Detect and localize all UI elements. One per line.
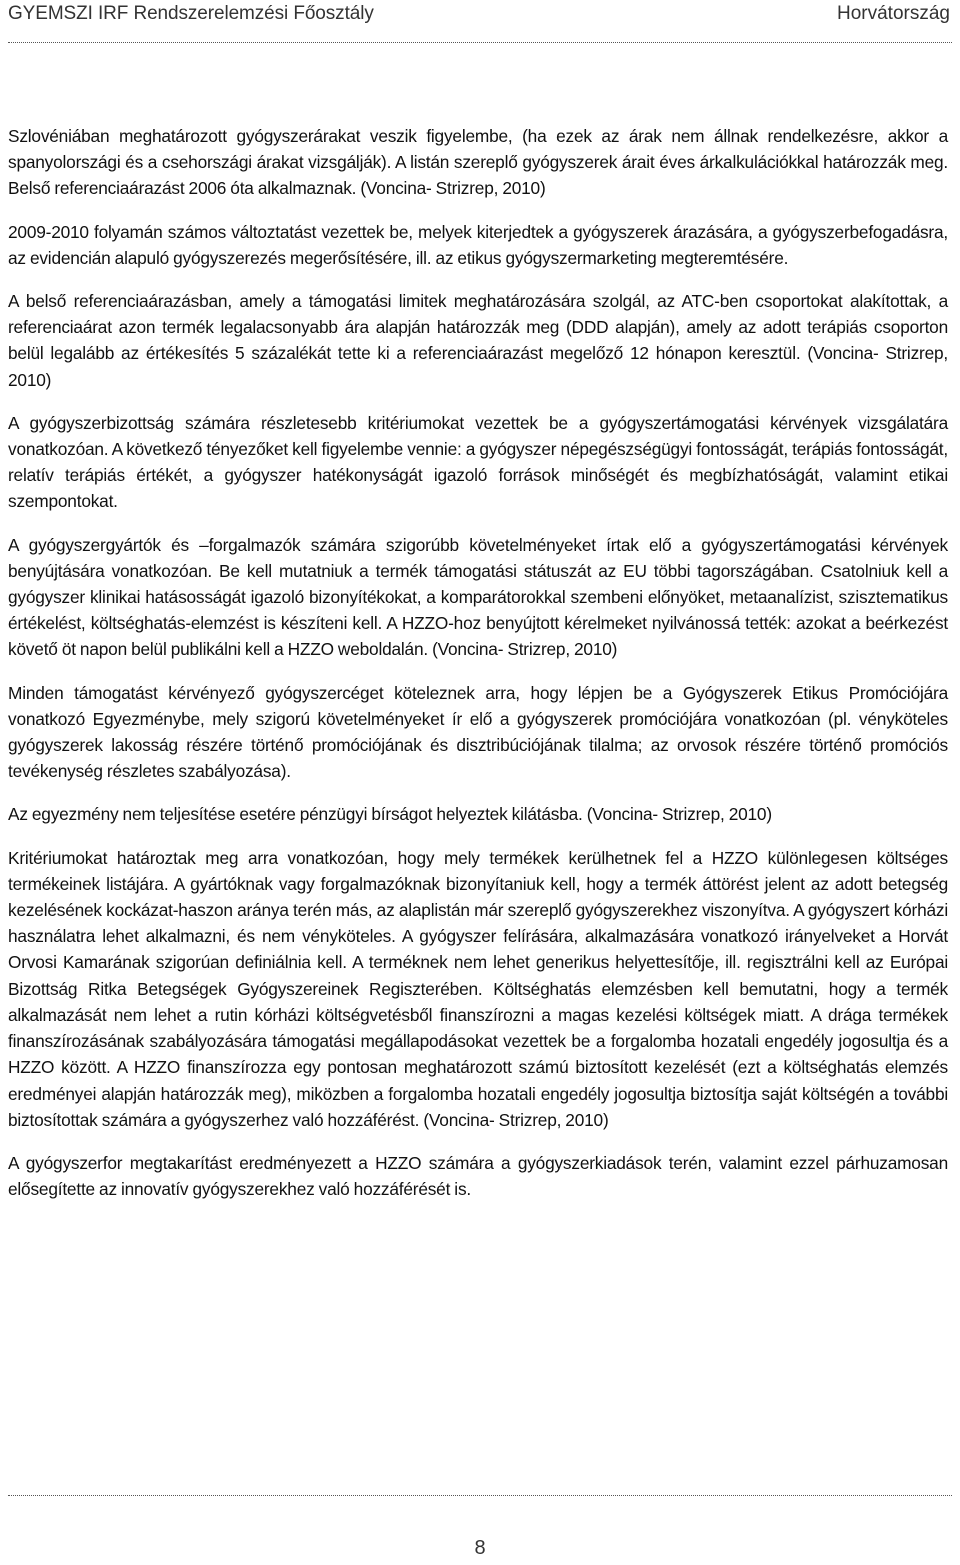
paragraph-6: Minden támogatást kérvényező gyógyszercéget köteleznek arra, hogy lépjen be a Gyógyszerek Etikus Promóciójára vonatkozó Egyezménybe, mely szigorú követelményeket ír elő a gyógyszerek promóciójára vonatkozóan (pl. vényköteles gyógyszerek lakosság részére történő promóciójának és disztribúciójának tilalma; az orvosok részére történő promóciós tevékenység részletes szabályozása). (8, 682, 948, 782)
paragraph-1: Szlovéniában meghatározott gyógyszerárakat veszik figyelembe, (ha ezek az árak nem állnak rendelkezésre, akkor a spanyolországi és a csehországi árakat vizsgálják). A listán szereplő gyógyszerek árait éves árkalkulációkkal határozzák meg. Belső referenciaárazást 2006 óta alkalmaznak. (Voncina- Strizrep, 2010) (8, 126, 948, 199)
page-number: 8 (474, 1537, 486, 1559)
document-body (8, 123, 948, 1219)
paragraph-5: A gyógyszergyártók és –forgalmazók számára szigorúbb követelményeket írtak elő a gyógyszertámogatási kérvények benyújtására vonatkozóan. Be kell mutatniuk a termék támogatási státuszát az EU többi tagországában. Csatolniuk kell a gyógyszer klinikai hatásosságát igazoló bizonyítékokat, a komparátorokkal szembeni előnyöket, metaanalízist, szisztematikus értékelést, költséghatás-elemzést is készíteni kell. A HZZO-hoz benyújtott kérelmeket nyilvánossá tették: azokat a beérkezést követő öt napon belül publikálni kell a HZZO weboldalán. (Voncina- Strizrep, 2010) (8, 534, 948, 660)
paragraph-7: Az egyezmény nem teljesítése esetére pénzügyi bírságot helyeztek kilátásba. (Voncina- Strizrep, 2010) (8, 804, 772, 825)
paragraph-3: A belső referenciaárazásban, amely a támogatási limitek meghatározására szolgál, az ATC-ben csoportokat alakítottak, a referenciaárat azon termék legalacsonyabb ára alapján határozzák meg (DDD alapján), amely az adott terápiás csoporton belül legalább az értékesítés 5 százalékát tette ki a referenciaárazást megelőző 12 hónapon keresztül. (Voncina- Strizrep, 2010) (8, 291, 948, 390)
footer-divider (8, 1495, 952, 1496)
page-header (0, 0, 960, 32)
header-country: Horvátország (837, 3, 950, 24)
paragraph-8: Kritériumokat határoztak meg arra vonatkozóan, hogy mely termékek kerülhetnek fel a HZZO különlegesen költséges termékeinek listájára. A gyártóknak vagy forgalmazóknak bizonyítaniuk kell, hogy a termék áttörést jelent az adott betegség kezelésének kockázat-haszon aránya terén más, az alaplistán már szereplő gyógyszerekhez viszonyítva. A gyógyszert kórházi használatra lehet alkalmazni, és nem vényköteles. A gyógyszer felírására, alkalmazására vonatkozó irányelveket a Horvát Orvosi Kamarának szigorúan definiálnia kell. A terméknek nem lehet generikus helyettesítője, ill. regisztrálni kell az Európai Bizottság Ritka Betegségek Gyógyszereinek Regiszterében. Költséghatás elemzésben kell bemutatni, hogy a termék alkalmazását nem lehet a rutin kórházi költségvetésből finanszírozni a magas kezelési költségek miatt. A drága termékek finanszírozásának szabályozására támogatási megállapodásokat vezettek be a forgalomba hozatali engedély jogosultja és a HZZO között. A HZZO finanszírozza egy pontosan meghatározott számú biztosított kezelését (ezt a költséghatás elemzés eredményei alapján határozzák meg), miközben a forgalomba hozatali engedély jogosultja biztosítja saját költségén a további biztosítottak számára a gyógyszerhez való hozzáférést. (Voncina- Strizrep, 2010) (8, 847, 948, 1130)
paragraph-9: A gyógyszerfor megtakarítást eredményezett a HZZO számára a gyógyszerkiadások terén, valamint ezzel párhuzamosan elősegítette az innovatív gyógyszerekhez való hozzáférését is. (8, 1152, 948, 1200)
paragraph-2: 2009-2010 folyamán számos változtatást vezettek be, melyek kiterjedtek a gyógyszerek árazására, a gyógyszerbefogadásra, az evidencián alapuló gyógyszerezés megerősítésére, ill. az etikus gyógyszermarketing megteremtésére. (8, 221, 948, 268)
header-organization: GYEMSZI IRF Rendszerelemzési Főosztály (8, 3, 374, 24)
paragraph-4: A gyógyszerbizottság számára részletesebb kritériumokat vezettek be a gyógyszertámogatási kérvények vizsgálatára vonatkozóan. A következő tényezőket kell figyelembe vennie: a gyógyszer népegészségügyi fontosságát, terápiás fontosságát, relatív terápiás értékét, a gyógyszer hatékonyságát igazoló források minőségét és megbízhatóságát, valamint etikai szempontokat. (8, 412, 948, 512)
header-divider (8, 42, 952, 43)
